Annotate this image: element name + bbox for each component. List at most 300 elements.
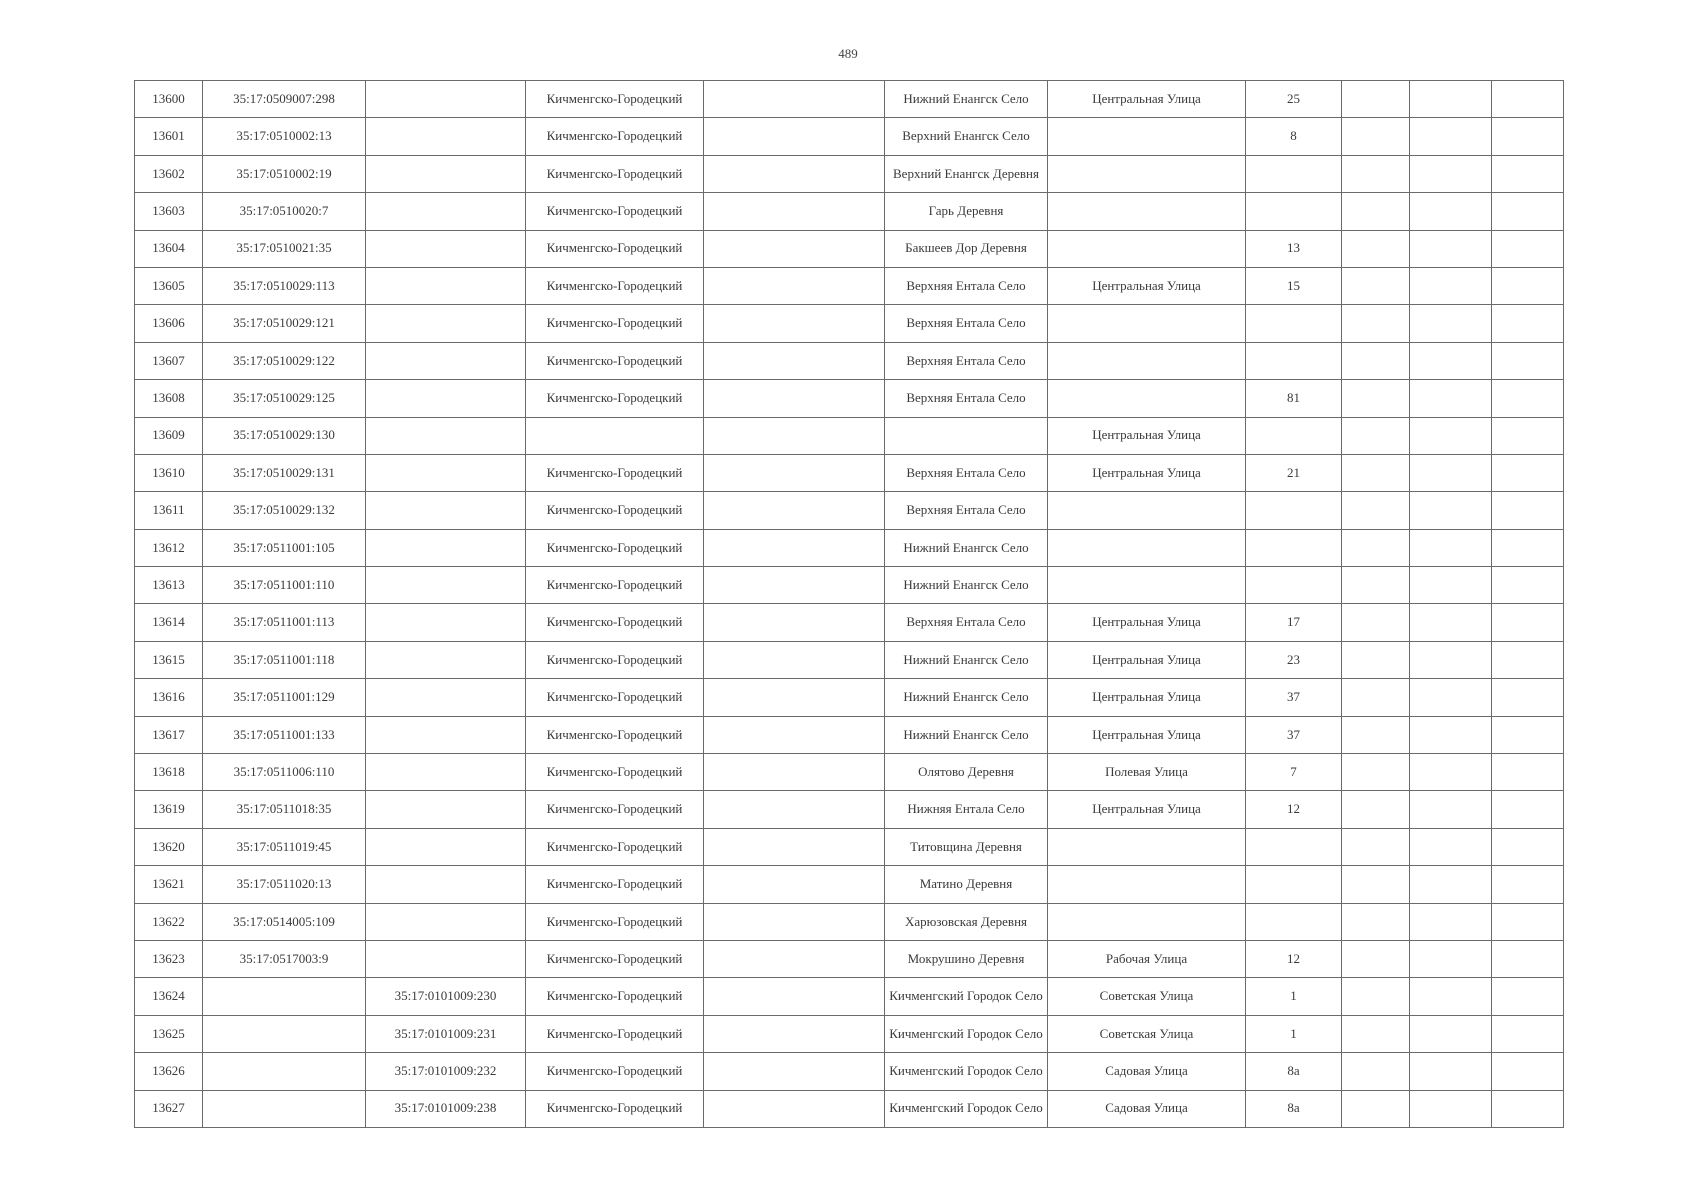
- street-cell: [1048, 305, 1246, 342]
- district-cell: Кичменгско-Городецкий: [526, 492, 704, 529]
- settlement-cell: Кичменгский Городок Село: [885, 1015, 1048, 1052]
- empty-cell: [1410, 81, 1492, 118]
- district-cell: Кичменгско-Городецкий: [526, 230, 704, 267]
- house-number-cell: [1246, 567, 1342, 604]
- table-row: [135, 193, 1564, 230]
- empty-cell: [1492, 604, 1564, 641]
- district-cell: Кичменгско-Городецкий: [526, 380, 704, 417]
- street-cell: Центральная Улица: [1048, 716, 1246, 753]
- settlement-cell: [885, 417, 1048, 454]
- house-number-cell: 12: [1246, 940, 1342, 977]
- settlement-cell: Верхняя Ентала Село: [885, 492, 1048, 529]
- street-cell: Полевая Улица: [1048, 754, 1246, 791]
- cadastral-number-cell: 35:17:0511020:13: [203, 866, 366, 903]
- record-number-cell: 13622: [135, 903, 203, 940]
- alt-cadastral-number-cell: [366, 529, 526, 566]
- settlement-cell: Харюзовская Деревня: [885, 903, 1048, 940]
- street-cell: Центральная Улица: [1048, 791, 1246, 828]
- street-cell: [1048, 529, 1246, 566]
- empty-cell: [1492, 118, 1564, 155]
- house-number-cell: 8а: [1246, 1090, 1342, 1127]
- street-cell: [1048, 118, 1246, 155]
- alt-cadastral-number-cell: [366, 118, 526, 155]
- table-row: [135, 866, 1564, 903]
- empty-cell: [704, 1053, 885, 1090]
- settlement-cell: Верхняя Ентала Село: [885, 342, 1048, 379]
- empty-cell: [1342, 940, 1410, 977]
- table-row: [135, 940, 1564, 977]
- settlement-cell: Верхний Енангск Деревня: [885, 155, 1048, 192]
- table-row: [135, 679, 1564, 716]
- alt-cadastral-number-cell: 35:17:0101009:232: [366, 1053, 526, 1090]
- record-number-cell: 13626: [135, 1053, 203, 1090]
- alt-cadastral-number-cell: [366, 267, 526, 304]
- empty-cell: [704, 791, 885, 828]
- settlement-cell: Мокрушино Деревня: [885, 940, 1048, 977]
- district-cell: Кичменгско-Городецкий: [526, 193, 704, 230]
- empty-cell: [1492, 155, 1564, 192]
- empty-cell: [1492, 529, 1564, 566]
- empty-cell: [704, 1015, 885, 1052]
- empty-cell: [704, 716, 885, 753]
- house-number-cell: 7: [1246, 754, 1342, 791]
- street-cell: [1048, 828, 1246, 865]
- empty-cell: [704, 380, 885, 417]
- empty-cell: [1410, 118, 1492, 155]
- alt-cadastral-number-cell: [366, 193, 526, 230]
- record-number-cell: 13618: [135, 754, 203, 791]
- record-number-cell: 13612: [135, 529, 203, 566]
- table-row: [135, 828, 1564, 865]
- record-number-cell: 13616: [135, 679, 203, 716]
- district-cell: Кичменгско-Городецкий: [526, 267, 704, 304]
- house-number-cell: [1246, 903, 1342, 940]
- table-row: [135, 641, 1564, 678]
- empty-cell: [1410, 641, 1492, 678]
- empty-cell: [1410, 417, 1492, 454]
- cadastral-number-cell: [203, 1053, 366, 1090]
- empty-cell: [1342, 679, 1410, 716]
- page-number: 489: [838, 46, 858, 61]
- empty-cell: [1342, 641, 1410, 678]
- empty-cell: [704, 118, 885, 155]
- house-number-cell: 13: [1246, 230, 1342, 267]
- district-cell: Кичменгско-Городецкий: [526, 754, 704, 791]
- record-number-cell: 13602: [135, 155, 203, 192]
- cadastral-number-cell: 35:17:0510021:35: [203, 230, 366, 267]
- cadastral-number-cell: 35:17:0511001:110: [203, 567, 366, 604]
- empty-cell: [1492, 754, 1564, 791]
- empty-cell: [1410, 305, 1492, 342]
- empty-cell: [1410, 791, 1492, 828]
- street-cell: [1048, 380, 1246, 417]
- alt-cadastral-number-cell: [366, 567, 526, 604]
- house-number-cell: 25: [1246, 81, 1342, 118]
- street-cell: [1048, 193, 1246, 230]
- settlement-cell: Нижний Енангск Село: [885, 529, 1048, 566]
- empty-cell: [1410, 903, 1492, 940]
- district-cell: Кичменгско-Городецкий: [526, 155, 704, 192]
- cadastral-number-cell: 35:17:0511001:129: [203, 679, 366, 716]
- cadastral-number-cell: 35:17:0510002:13: [203, 118, 366, 155]
- house-number-cell: 8а: [1246, 1053, 1342, 1090]
- empty-cell: [704, 454, 885, 491]
- record-number-cell: 13609: [135, 417, 203, 454]
- house-number-cell: 12: [1246, 791, 1342, 828]
- empty-cell: [1492, 641, 1564, 678]
- alt-cadastral-number-cell: [366, 81, 526, 118]
- street-cell: Рабочая Улица: [1048, 940, 1246, 977]
- empty-cell: [1342, 754, 1410, 791]
- empty-cell: [704, 754, 885, 791]
- empty-cell: [1492, 342, 1564, 379]
- empty-cell: [1342, 81, 1410, 118]
- cadastral-number-cell: [203, 978, 366, 1015]
- house-number-cell: 1: [1246, 978, 1342, 1015]
- record-number-cell: 13621: [135, 866, 203, 903]
- alt-cadastral-number-cell: [366, 380, 526, 417]
- house-number-cell: 15: [1246, 267, 1342, 304]
- empty-cell: [1342, 454, 1410, 491]
- table-row: [135, 454, 1564, 491]
- empty-cell: [704, 155, 885, 192]
- settlement-cell: Титовщина Деревня: [885, 828, 1048, 865]
- table-row: [135, 342, 1564, 379]
- settlement-cell: Гарь Деревня: [885, 193, 1048, 230]
- district-cell: Кичменгско-Городецкий: [526, 679, 704, 716]
- empty-cell: [1492, 81, 1564, 118]
- empty-cell: [1342, 342, 1410, 379]
- empty-cell: [1410, 380, 1492, 417]
- district-cell: Кичменгско-Городецкий: [526, 604, 704, 641]
- empty-cell: [704, 230, 885, 267]
- empty-cell: [704, 679, 885, 716]
- alt-cadastral-number-cell: [366, 866, 526, 903]
- empty-cell: [1410, 193, 1492, 230]
- table-row: [135, 1090, 1564, 1127]
- street-cell: Центральная Улица: [1048, 81, 1246, 118]
- empty-cell: [1342, 903, 1410, 940]
- empty-cell: [704, 81, 885, 118]
- table-row: [135, 791, 1564, 828]
- empty-cell: [704, 604, 885, 641]
- settlement-cell: Нижняя Ентала Село: [885, 791, 1048, 828]
- settlement-cell: Нижний Енангск Село: [885, 716, 1048, 753]
- alt-cadastral-number-cell: [366, 604, 526, 641]
- settlement-cell: Кичменгский Городок Село: [885, 1090, 1048, 1127]
- table-row: [135, 567, 1564, 604]
- empty-cell: [1342, 267, 1410, 304]
- empty-cell: [1410, 267, 1492, 304]
- empty-cell: [704, 193, 885, 230]
- district-cell: Кичменгско-Городецкий: [526, 940, 704, 977]
- table-row: [135, 380, 1564, 417]
- district-cell: Кичменгско-Городецкий: [526, 1015, 704, 1052]
- record-number-cell: 13607: [135, 342, 203, 379]
- settlement-cell: Матино Деревня: [885, 866, 1048, 903]
- empty-cell: [1410, 604, 1492, 641]
- table-row: [135, 978, 1564, 1015]
- house-number-cell: [1246, 305, 1342, 342]
- cadastral-number-cell: 35:17:0511001:105: [203, 529, 366, 566]
- house-number-cell: [1246, 866, 1342, 903]
- empty-cell: [1410, 155, 1492, 192]
- record-number-cell: 13625: [135, 1015, 203, 1052]
- empty-cell: [1492, 454, 1564, 491]
- record-number-cell: 13620: [135, 828, 203, 865]
- empty-cell: [1410, 866, 1492, 903]
- empty-cell: [1410, 716, 1492, 753]
- house-number-cell: [1246, 342, 1342, 379]
- district-cell: Кичменгско-Городецкий: [526, 1090, 704, 1127]
- district-cell: Кичменгско-Городецкий: [526, 791, 704, 828]
- cadastral-number-cell: 35:17:0510029:132: [203, 492, 366, 529]
- district-cell: Кичменгско-Городецкий: [526, 342, 704, 379]
- cadastral-number-cell: 35:17:0511019:45: [203, 828, 366, 865]
- registry-table: [134, 80, 1564, 1128]
- street-cell: Центральная Улица: [1048, 604, 1246, 641]
- street-cell: Советская Улица: [1048, 978, 1246, 1015]
- house-number-cell: 8: [1246, 118, 1342, 155]
- cadastral-number-cell: 35:17:0510029:122: [203, 342, 366, 379]
- district-cell: Кичменгско-Городецкий: [526, 454, 704, 491]
- empty-cell: [704, 978, 885, 1015]
- table-row: [135, 118, 1564, 155]
- district-cell: Кичменгско-Городецкий: [526, 641, 704, 678]
- empty-cell: [1410, 754, 1492, 791]
- street-cell: [1048, 230, 1246, 267]
- table-row: [135, 1015, 1564, 1052]
- empty-cell: [1410, 1053, 1492, 1090]
- cadastral-number-cell: 35:17:0517003:9: [203, 940, 366, 977]
- empty-cell: [1410, 1015, 1492, 1052]
- street-cell: [1048, 903, 1246, 940]
- house-number-cell: 21: [1246, 454, 1342, 491]
- empty-cell: [1410, 492, 1492, 529]
- settlement-cell: Нижний Енангск Село: [885, 567, 1048, 604]
- table-row: [135, 1053, 1564, 1090]
- empty-cell: [704, 305, 885, 342]
- empty-cell: [704, 828, 885, 865]
- empty-cell: [1342, 1015, 1410, 1052]
- empty-cell: [1410, 342, 1492, 379]
- house-number-cell: 37: [1246, 679, 1342, 716]
- record-number-cell: 13619: [135, 791, 203, 828]
- cadastral-number-cell: 35:17:0510029:113: [203, 267, 366, 304]
- empty-cell: [1492, 1053, 1564, 1090]
- empty-cell: [1492, 417, 1564, 454]
- street-cell: Центральная Улица: [1048, 454, 1246, 491]
- cadastral-number-cell: 35:17:0510029:131: [203, 454, 366, 491]
- table-row: [135, 492, 1564, 529]
- empty-cell: [1492, 1015, 1564, 1052]
- empty-cell: [704, 903, 885, 940]
- empty-cell: [1410, 679, 1492, 716]
- empty-cell: [704, 492, 885, 529]
- empty-cell: [1410, 529, 1492, 566]
- district-cell: Кичменгско-Городецкий: [526, 828, 704, 865]
- empty-cell: [704, 1090, 885, 1127]
- alt-cadastral-number-cell: 35:17:0101009:230: [366, 978, 526, 1015]
- alt-cadastral-number-cell: 35:17:0101009:231: [366, 1015, 526, 1052]
- empty-cell: [1342, 529, 1410, 566]
- empty-cell: [1492, 791, 1564, 828]
- empty-cell: [1410, 828, 1492, 865]
- record-number-cell: 13608: [135, 380, 203, 417]
- record-number-cell: 13600: [135, 81, 203, 118]
- settlement-cell: Олятово Деревня: [885, 754, 1048, 791]
- cadastral-number-cell: 35:17:0514005:109: [203, 903, 366, 940]
- empty-cell: [1492, 230, 1564, 267]
- record-number-cell: 13627: [135, 1090, 203, 1127]
- district-cell: Кичменгско-Городецкий: [526, 978, 704, 1015]
- settlement-cell: Верхняя Ентала Село: [885, 380, 1048, 417]
- house-number-cell: [1246, 828, 1342, 865]
- settlement-cell: Верхняя Ентала Село: [885, 305, 1048, 342]
- street-cell: Садовая Улица: [1048, 1090, 1246, 1127]
- cadastral-number-cell: 35:17:0510029:121: [203, 305, 366, 342]
- cadastral-number-cell: 35:17:0510029:130: [203, 417, 366, 454]
- empty-cell: [1342, 118, 1410, 155]
- empty-cell: [704, 342, 885, 379]
- empty-cell: [1410, 940, 1492, 977]
- record-number-cell: 13610: [135, 454, 203, 491]
- empty-cell: [1492, 492, 1564, 529]
- cadastral-number-cell: 35:17:0510002:19: [203, 155, 366, 192]
- alt-cadastral-number-cell: [366, 903, 526, 940]
- empty-cell: [1410, 978, 1492, 1015]
- empty-cell: [1492, 828, 1564, 865]
- record-number-cell: 13601: [135, 118, 203, 155]
- alt-cadastral-number-cell: [366, 828, 526, 865]
- settlement-cell: Верхний Енангск Село: [885, 118, 1048, 155]
- settlement-cell: Верхняя Ентала Село: [885, 604, 1048, 641]
- empty-cell: [704, 267, 885, 304]
- cadastral-number-cell: 35:17:0511006:110: [203, 754, 366, 791]
- alt-cadastral-number-cell: [366, 679, 526, 716]
- empty-cell: [704, 641, 885, 678]
- table-row: [135, 604, 1564, 641]
- alt-cadastral-number-cell: [366, 791, 526, 828]
- settlement-cell: Нижний Енангск Село: [885, 81, 1048, 118]
- empty-cell: [704, 417, 885, 454]
- empty-cell: [1492, 716, 1564, 753]
- street-cell: Центральная Улица: [1048, 417, 1246, 454]
- empty-cell: [1492, 1090, 1564, 1127]
- house-number-cell: [1246, 492, 1342, 529]
- house-number-cell: [1246, 193, 1342, 230]
- empty-cell: [704, 567, 885, 604]
- record-number-cell: 13605: [135, 267, 203, 304]
- street-cell: [1048, 342, 1246, 379]
- record-number-cell: 13604: [135, 230, 203, 267]
- alt-cadastral-number-cell: [366, 454, 526, 491]
- record-number-cell: 13615: [135, 641, 203, 678]
- alt-cadastral-number-cell: [366, 230, 526, 267]
- street-cell: Центральная Улица: [1048, 267, 1246, 304]
- empty-cell: [1492, 866, 1564, 903]
- alt-cadastral-number-cell: [366, 492, 526, 529]
- record-number-cell: 13624: [135, 978, 203, 1015]
- settlement-cell: Верхняя Ентала Село: [885, 454, 1048, 491]
- empty-cell: [1492, 380, 1564, 417]
- alt-cadastral-number-cell: 35:17:0101009:238: [366, 1090, 526, 1127]
- house-number-cell: 23: [1246, 641, 1342, 678]
- table-row: [135, 267, 1564, 304]
- empty-cell: [1492, 305, 1564, 342]
- empty-cell: [1342, 1090, 1410, 1127]
- alt-cadastral-number-cell: [366, 641, 526, 678]
- house-number-cell: [1246, 529, 1342, 566]
- empty-cell: [1492, 567, 1564, 604]
- empty-cell: [1492, 267, 1564, 304]
- empty-cell: [1342, 567, 1410, 604]
- empty-cell: [704, 940, 885, 977]
- alt-cadastral-number-cell: [366, 342, 526, 379]
- cadastral-number-cell: 35:17:0510020:7: [203, 193, 366, 230]
- street-cell: [1048, 866, 1246, 903]
- cadastral-number-cell: 35:17:0510029:125: [203, 380, 366, 417]
- district-cell: Кичменгско-Городецкий: [526, 118, 704, 155]
- house-number-cell: [1246, 417, 1342, 454]
- table-row: [135, 754, 1564, 791]
- empty-cell: [1342, 828, 1410, 865]
- settlement-cell: Нижний Енангск Село: [885, 679, 1048, 716]
- empty-cell: [704, 866, 885, 903]
- empty-cell: [1342, 716, 1410, 753]
- house-number-cell: 1: [1246, 1015, 1342, 1052]
- table-row: [135, 417, 1564, 454]
- empty-cell: [1342, 417, 1410, 454]
- table-row: [135, 716, 1564, 753]
- street-cell: Центральная Улица: [1048, 679, 1246, 716]
- record-number-cell: 13603: [135, 193, 203, 230]
- table-row: [135, 81, 1564, 118]
- district-cell: Кичменгско-Городецкий: [526, 1053, 704, 1090]
- empty-cell: [1342, 193, 1410, 230]
- empty-cell: [1492, 978, 1564, 1015]
- registry-body: [135, 81, 1564, 1128]
- empty-cell: [1410, 454, 1492, 491]
- empty-cell: [1410, 230, 1492, 267]
- district-cell: Кичменгско-Городецкий: [526, 81, 704, 118]
- empty-cell: [1342, 978, 1410, 1015]
- house-number-cell: [1246, 155, 1342, 192]
- cadastral-number-cell: 35:17:0511018:35: [203, 791, 366, 828]
- empty-cell: [1492, 903, 1564, 940]
- district-cell: Кичменгско-Городецкий: [526, 529, 704, 566]
- house-number-cell: 37: [1246, 716, 1342, 753]
- alt-cadastral-number-cell: [366, 940, 526, 977]
- alt-cadastral-number-cell: [366, 754, 526, 791]
- alt-cadastral-number-cell: [366, 417, 526, 454]
- alt-cadastral-number-cell: [366, 716, 526, 753]
- settlement-cell: Кичменгский Городок Село: [885, 978, 1048, 1015]
- empty-cell: [1342, 305, 1410, 342]
- table-row: [135, 529, 1564, 566]
- empty-cell: [1342, 866, 1410, 903]
- record-number-cell: 13606: [135, 305, 203, 342]
- empty-cell: [1342, 791, 1410, 828]
- empty-cell: [1492, 193, 1564, 230]
- district-cell: Кичменгско-Городецкий: [526, 903, 704, 940]
- alt-cadastral-number-cell: [366, 155, 526, 192]
- table-row: [135, 903, 1564, 940]
- street-cell: [1048, 155, 1246, 192]
- street-cell: [1048, 567, 1246, 604]
- table-row: [135, 155, 1564, 192]
- empty-cell: [1342, 604, 1410, 641]
